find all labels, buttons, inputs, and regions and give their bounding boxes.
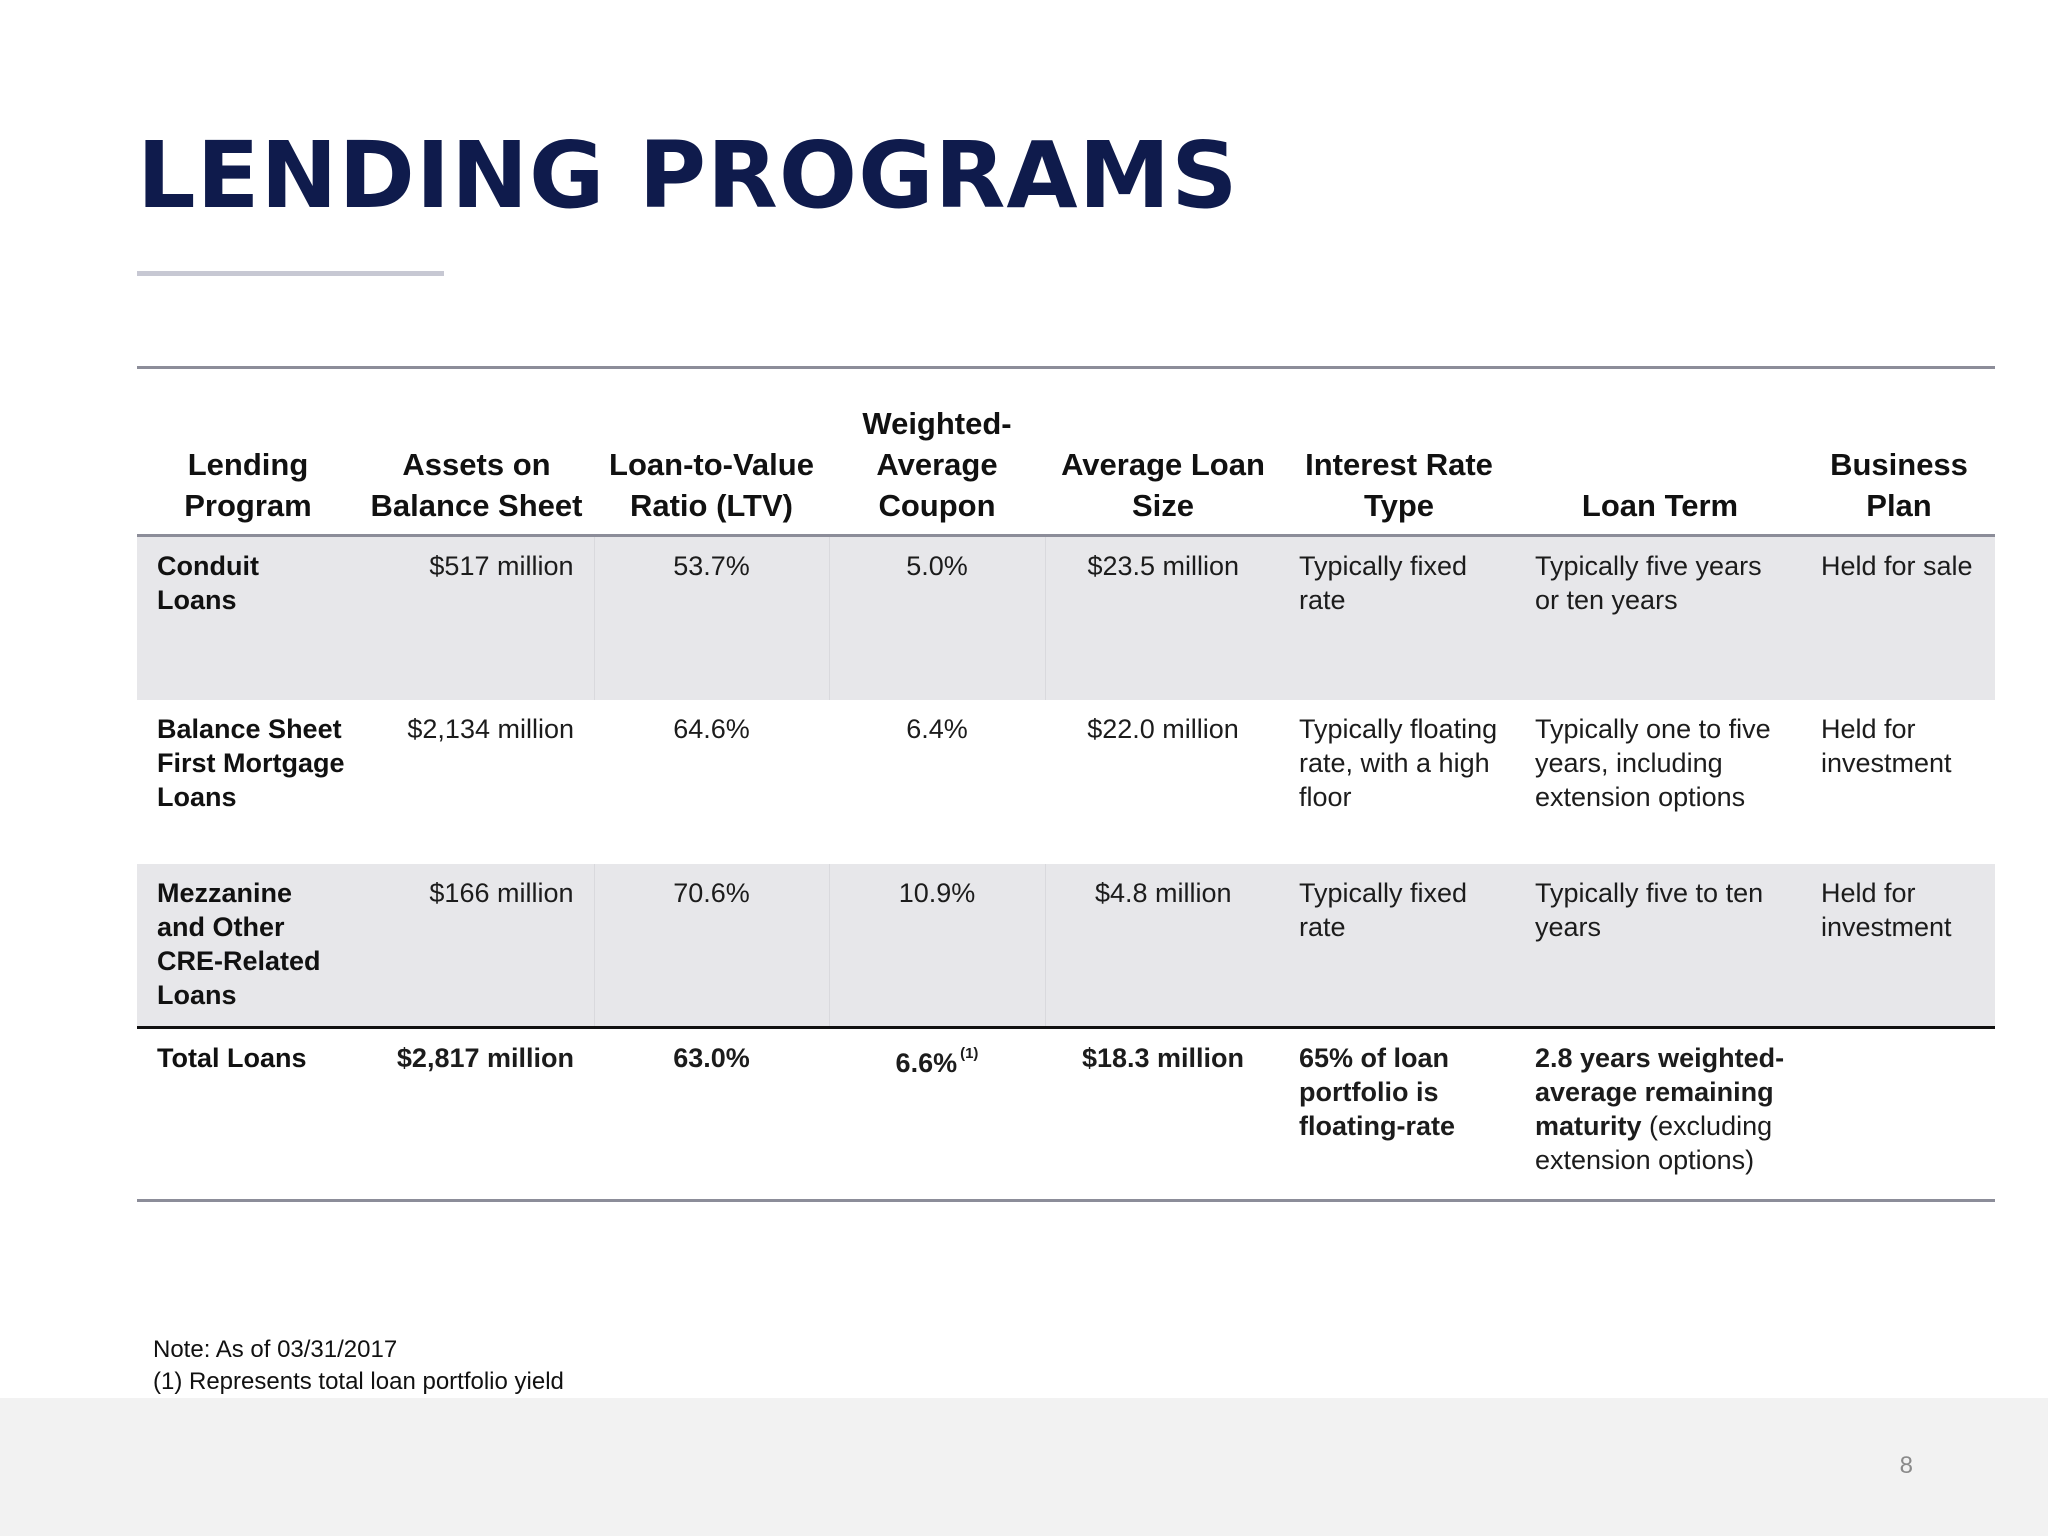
lending-programs-table-container — [137, 366, 1995, 1202]
cell-plan: Held for sale — [1803, 536, 1995, 700]
header-loan-term: Loan Term — [1517, 368, 1803, 536]
table-header-row — [137, 368, 1995, 536]
cell-term: Typically five to ten years — [1517, 864, 1803, 1028]
cell-program: Conduit Loans — [137, 536, 359, 700]
total-plan — [1803, 1028, 1995, 1201]
table-row — [137, 700, 1995, 864]
header-lending-program: Lending Program — [137, 368, 359, 536]
cell-avg-size: $22.0 million — [1087, 713, 1239, 744]
total-avg-size: $18.3 million — [1045, 1028, 1281, 1201]
cell-avg-size: $4.8 million — [1045, 864, 1281, 1028]
cell-assets: $166 million — [359, 864, 594, 1028]
total-coupon-value: 6.6% — [895, 1048, 958, 1078]
title-underline — [137, 271, 444, 276]
note-as-of: Note: As of 03/31/2017 — [153, 1336, 398, 1363]
cell-coupon: 5.0% — [829, 536, 1045, 700]
cell-term: Typically five years or ten years — [1517, 536, 1803, 700]
cell-coupon: 6.4% — [906, 713, 968, 744]
page-number: 8 — [1899, 1452, 1913, 1479]
cell-coupon: 10.9% — [829, 864, 1045, 1028]
footer-band — [0, 1398, 2048, 1536]
cell-plan: Held for investment — [1803, 864, 1995, 1028]
cell-rate-type: Typically fixed rate — [1281, 536, 1517, 700]
header-weighted-average-coupon: Weighted-Average Coupon — [829, 368, 1045, 536]
cell-ltv: 70.6% — [594, 864, 829, 1028]
cell-rate-type: Typically fixed rate — [1281, 864, 1517, 1028]
cell-program: Mezzanine and Other CRE-Related Loans — [137, 864, 359, 1028]
total-term-note: (excluding extension options) — [1535, 1111, 1773, 1175]
cell-assets: $2,134 million — [407, 713, 574, 744]
total-row — [137, 1028, 1995, 1201]
coupon-footnote-marker: (1) — [960, 1045, 979, 1062]
footnotes — [153, 1334, 564, 1398]
total-assets: $2,817 million — [359, 1028, 594, 1201]
total-rate-type: 65% of loan portfolio is floating-rate — [1281, 1028, 1517, 1201]
header-ltv: Loan-to-Value Ratio (LTV) — [594, 368, 829, 536]
cell-avg-size: $23.5 million — [1045, 536, 1281, 700]
cell-program: Balance Sheet First Mortgage Loans — [157, 713, 345, 812]
total-term-bold: 2.8 years weighted-average remaining maturity — [1535, 1043, 1785, 1141]
header-business-plan: Business Plan — [1803, 368, 1995, 536]
cell-ltv: 64.6% — [673, 713, 750, 744]
cell-plan: Held for investment — [1821, 713, 1952, 778]
total-term — [1517, 1028, 1803, 1201]
header-average-loan-size: Average Loan Size — [1045, 368, 1281, 536]
total-ltv: 63.0% — [594, 1028, 829, 1201]
header-interest-rate-type: Interest Rate Type — [1281, 368, 1517, 536]
header-assets-on-balance-sheet: Assets on Balance Sheet — [359, 368, 594, 536]
cell-assets: $517 million — [359, 536, 594, 700]
table-row — [137, 536, 1995, 700]
table-row — [137, 864, 1995, 1028]
total-coupon — [829, 1028, 1045, 1201]
cell-ltv: 53.7% — [594, 536, 829, 700]
lending-programs-table — [137, 366, 1995, 1202]
cell-term: Typically one to five years, including extension options — [1535, 713, 1771, 812]
footnote-1: (1) Represents total loan portfolio yield — [153, 1368, 564, 1395]
page-title: LENDING PROGRAMS — [137, 122, 1239, 229]
total-program: Total Loans — [137, 1028, 359, 1201]
cell-rate-type: Typically floating rate, with a high floor — [1299, 713, 1498, 812]
